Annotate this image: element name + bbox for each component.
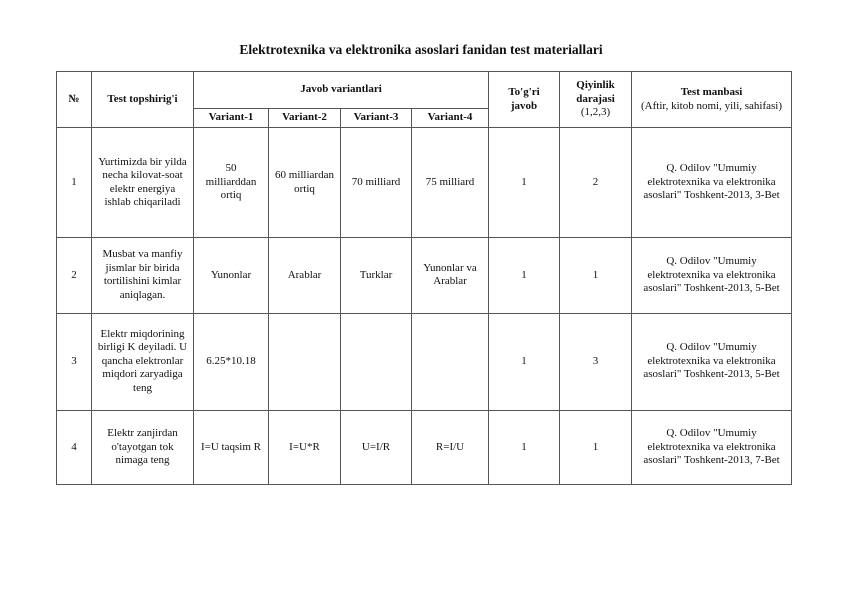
header-task: Test topshirig'i <box>92 72 194 128</box>
row-number: 3 <box>57 313 92 410</box>
row-variant-3: U=I/R <box>341 410 412 484</box>
row-difficulty: 2 <box>560 128 632 238</box>
row-variant-2: I=U*R <box>269 410 341 484</box>
row-variant-3: Turklar <box>341 238 412 313</box>
row-variant-2: Arablar <box>269 238 341 313</box>
header-difficulty <box>560 72 632 128</box>
row-difficulty: 1 <box>560 238 632 313</box>
row-task: Elektr zanjirdan o'tayotgan tok nimaga teng <box>92 410 194 484</box>
row-task: Yurtimizda bir yilda necha kilovat-soat elektr energiya ishlab chiqariladi <box>92 128 194 238</box>
header-variant-3: Variant-3 <box>341 109 412 128</box>
row-source: Q. Odilov "Umumiy elektrotexnika va elektronika asoslari" Toshkent-2013, 7-Bet <box>632 410 792 484</box>
header-variant-4: Variant-4 <box>412 109 489 128</box>
row-variant-4: 75 milliard <box>412 128 489 238</box>
header-variant-2: Variant-2 <box>269 109 341 128</box>
row-difficulty: 3 <box>560 313 632 410</box>
row-variant-1: I=U taqsim R <box>194 410 269 484</box>
test-materials-table <box>56 71 792 485</box>
row-variant-4: R=I/U <box>412 410 489 484</box>
row-source: Q. Odilov "Umumiy elektrotexnika va elektronika asoslari" Toshkent-2013, 5-Bet <box>632 313 792 410</box>
table-row <box>57 238 792 313</box>
table-row <box>57 128 792 238</box>
row-correct: 1 <box>489 313 560 410</box>
row-variant-1: Yunonlar <box>194 238 269 313</box>
row-variant-3: 70 milliard <box>341 128 412 238</box>
row-task: Musbat va manfiy jismlar bir birida tortilishini kimlar aniqlagan. <box>92 238 194 313</box>
header-correct-answer: To'g'ri javob <box>489 72 560 128</box>
row-number: 2 <box>57 238 92 313</box>
row-variant-2 <box>269 313 341 410</box>
header-number: № <box>57 72 92 128</box>
row-correct: 1 <box>489 128 560 238</box>
table-row <box>57 313 792 410</box>
row-variant-3 <box>341 313 412 410</box>
table-row <box>57 410 792 484</box>
header-source <box>632 72 792 128</box>
header-source-note: (Aftir, kitob nomi, yili, sahifasi) <box>641 99 783 112</box>
header-variant-1: Variant-1 <box>194 109 269 128</box>
row-difficulty: 1 <box>560 410 632 484</box>
row-source: Q. Odilov "Umumiy elektrotexnika va elektronika asoslari" Toshkent-2013, 5-Bet <box>632 238 792 313</box>
header-difficulty-note: (1,2,3) <box>580 106 611 119</box>
row-variant-2: 60 milliardan ortiq <box>269 128 341 238</box>
row-correct: 1 <box>489 410 560 484</box>
header-difficulty-label: Qiyinlik darajasi <box>576 79 615 105</box>
row-source: Q. Odilov "Umumiy elektrotexnika va elektronika asoslari" Toshkent-2013, 3-Bet <box>632 128 792 238</box>
row-number: 4 <box>57 410 92 484</box>
row-task: Elektr miqdorining birligi K deyiladi. U qancha elektronlar miqdori zaryadiga teng <box>92 313 194 410</box>
row-variant-1: 50 milliarddan ortiq <box>194 128 269 238</box>
document-title: Elektrotexnika va elektronika asoslari fanidan test materiallari <box>239 42 603 57</box>
row-variant-4: Yunonlar va Arablar <box>412 238 489 313</box>
header-source-label: Test manbasi <box>680 86 743 98</box>
row-number: 1 <box>57 128 92 238</box>
row-variant-4 <box>412 313 489 410</box>
row-variant-1: 6.25*10.18 <box>194 313 269 410</box>
row-correct: 1 <box>489 238 560 313</box>
header-answer-variants: Javob variantlari <box>194 72 489 109</box>
